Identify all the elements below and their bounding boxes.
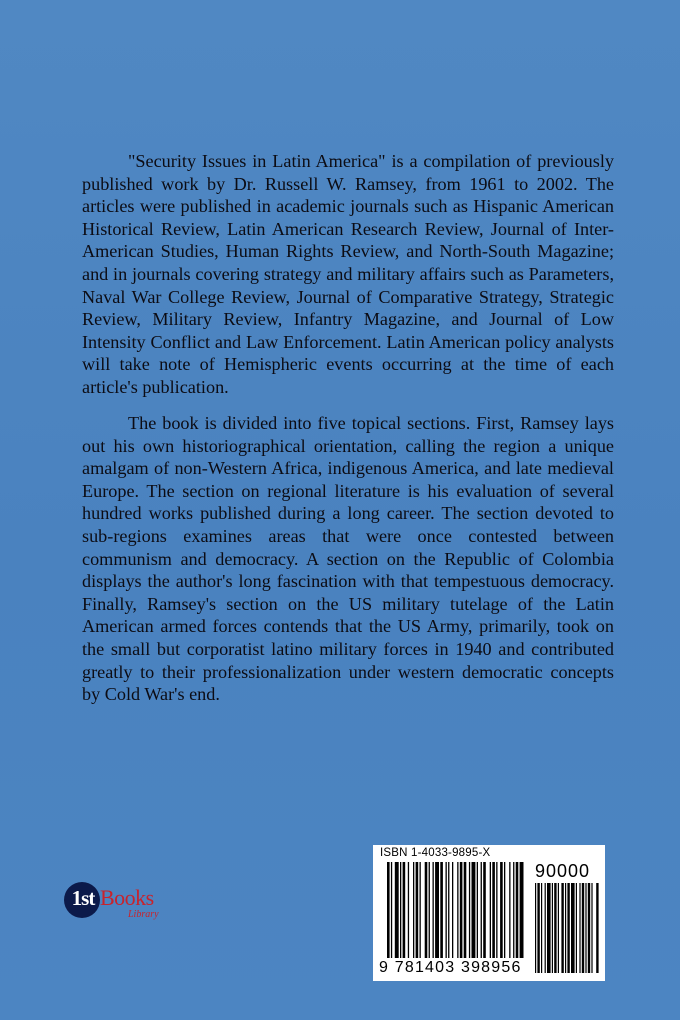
- barcode-bar: [504, 862, 505, 958]
- price-code: 90000: [535, 861, 591, 881]
- barcode-bar: [457, 862, 458, 958]
- barcode-addon-bar: [552, 883, 553, 973]
- blurb-paragraph-1: "Security Issues in Latin America" is a compilation of previously published work by Dr. Russell W. Ramsey, from 1961 to 2002. The articles were published in academic journals such as Hispanic American Historical Review, Latin American Research Review, Journal of Inter-American Studies, Human Rights Review, and North-South Magazine; and in journals covering strategy and military affairs such as Parameters, Naval War College Review, Journal of Comparative Strategy, Strategic Review, Military Review, Infantry Magazine, and Journal of Low Intensity Conflict and Law Enforcement. Latin American policy analysts will take note of Hemispheric events occurring at the time of each article's publication.: [82, 151, 614, 397]
- barcode-bar: [460, 862, 463, 958]
- barcode-bar: [483, 862, 486, 958]
- isbn-barcode: [373, 845, 605, 981]
- barcode-addon-bar: [537, 883, 539, 973]
- barcode-addon-bar: [545, 883, 546, 973]
- barcode-bar: [413, 862, 414, 958]
- ean-digits: 9 781403 398956: [379, 959, 522, 976]
- barcode-addon-bar: [554, 883, 556, 973]
- barcode-addon-bar: [591, 883, 592, 973]
- barcode-bar: [435, 862, 439, 958]
- barcode-bar: [420, 862, 421, 958]
- barcode-addon-bar: [561, 883, 563, 973]
- logo-prefix: 1st: [71, 886, 95, 910]
- barcode-addon-bar: [565, 883, 566, 973]
- barcode-bar: [513, 862, 514, 958]
- barcode-bar: [429, 862, 430, 958]
- blurb-paragraph-2: The book is divided into five topical sections. First, Ramsey lays out his own historiographical orientation, calling the region a unique amalgam of non-Western Africa, indigenous America, and late medieval Europe. The section on regional literature is his evaluation of several hundred works published during a long career. The section devoted to sub-regions examines areas that were once contested between communism and democracy. A section on the Republic of Colombia displays the author's long fascination with that tempestuous democracy. Finally, Ramsey's section on the US military tutelage of the Latin American armed forces contends that the US Army, primarily, took on the small but corporatist latino military forces in 1940 and contributed greatly to their professionalization under western democratic concepts by Cold War's end.: [82, 413, 614, 705]
- barcode-bar: [452, 862, 453, 958]
- barcode-bar: [472, 862, 476, 958]
- barcode-bar: [469, 862, 470, 958]
- barcode-bar: [446, 862, 447, 958]
- barcode-addon-bar: [541, 883, 542, 973]
- isbn-label: ISBN 1-4033-9895-X: [380, 847, 491, 859]
- barcode-bar: [520, 862, 524, 958]
- barcode-bar: [403, 862, 406, 958]
- barcode-addon-bar: [582, 883, 584, 973]
- barcode-bar: [509, 862, 510, 958]
- barcode-addon-bar: [588, 883, 590, 973]
- barcode-addon-bar: [547, 883, 551, 973]
- barcode-bar: [425, 862, 428, 958]
- barcode-bar: [395, 862, 399, 958]
- barcode-bar: [448, 862, 449, 958]
- barcode-bar: [416, 862, 419, 958]
- barcode-bar: [464, 862, 467, 958]
- barcode-addon-bar: [596, 883, 598, 973]
- barcode-addon-bar: [535, 883, 536, 973]
- barcode-bar: [387, 862, 390, 958]
- barcode-bar: [492, 862, 495, 958]
- barcode-bar: [433, 862, 434, 958]
- barcode-bar: [440, 862, 443, 958]
- barcode-bar: [481, 862, 482, 958]
- barcode-bar: [516, 862, 519, 958]
- logo-sub: Library: [128, 909, 159, 920]
- barcode-bar: [400, 862, 401, 958]
- publisher-logo: [64, 880, 174, 930]
- barcode-addon-bar: [567, 883, 569, 973]
- barcode-bar: [391, 862, 392, 958]
- barcode-bar: [500, 862, 503, 958]
- barcode-addon-bar: [579, 883, 580, 973]
- barcode-addon-bar: [585, 883, 586, 973]
- logo-name: Books: [100, 885, 154, 910]
- barcode-bar: [496, 862, 497, 958]
- barcode-addon-bar: [571, 883, 575, 973]
- barcode-bar: [490, 862, 491, 958]
- barcode-bar: [477, 862, 478, 958]
- barcode-bar: [408, 862, 409, 958]
- barcode-addon-bar: [558, 883, 559, 973]
- barcode-addon-bar: [576, 883, 577, 973]
